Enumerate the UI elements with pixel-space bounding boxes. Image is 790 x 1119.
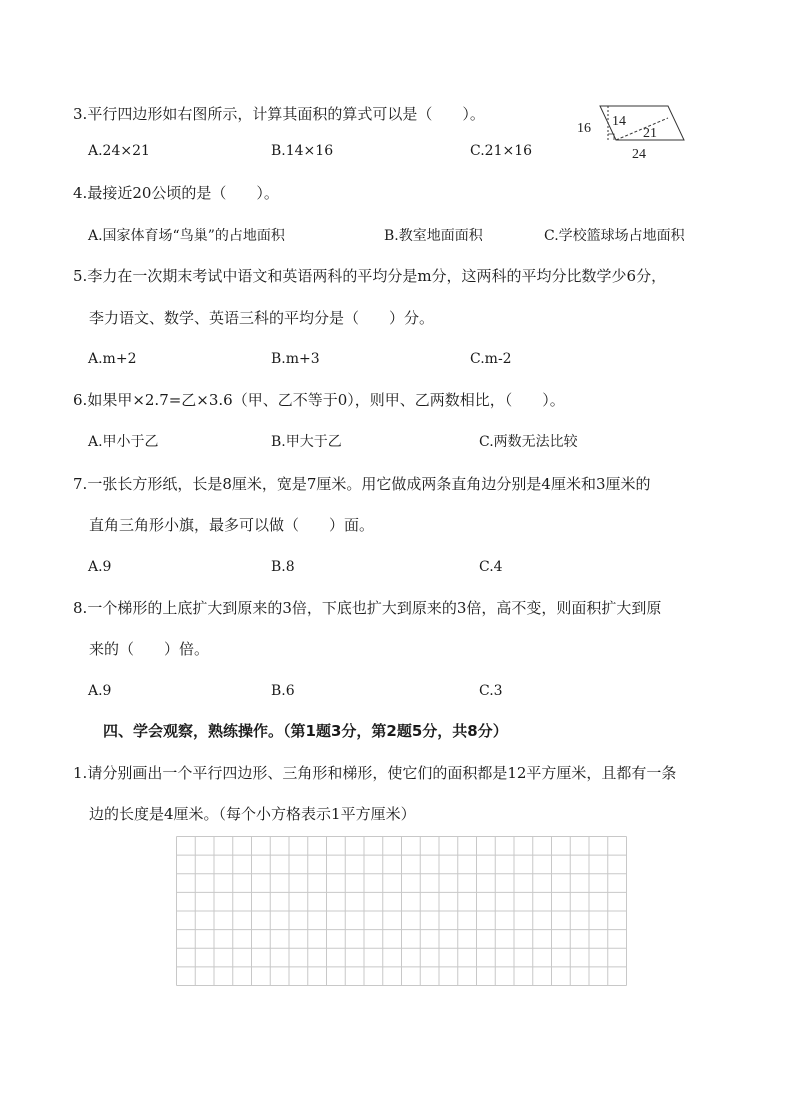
section-four-heading: 四、学会观察，熟练操作。（第1题3分，第2题5分，共8分） [103,722,508,740]
parallelogram-figure [574,100,694,164]
question-text: 最接近20公顷的是（ ）。 [87,184,279,202]
option-4b: B.教室地面面积 [384,228,483,244]
question-number: 6. [73,391,88,409]
question-4-stem [73,183,279,203]
label-height: 14 [612,114,626,129]
option-5b: B.m+3 [271,351,320,367]
option-7c: C.4 [479,559,503,575]
option-5c: C.m-2 [470,351,512,367]
question-8-stem [73,598,661,618]
option-3b: B.14×16 [271,143,334,159]
grid-paper[interactable] [176,836,627,986]
question-text: 平行四边形如右图所示，计算其面积的算式可以是（ ）。 [87,105,485,123]
question-7-stem [73,474,651,494]
question-5-stem [73,266,666,286]
question-5-continuation: 李力语文、数学、英语三科的平均分是（ ）分。 [89,309,435,327]
question-number: 8. [73,599,88,617]
option-7a: A.9 [88,559,112,575]
label-base: 24 [632,147,646,162]
option-6c: C.两数无法比较 [479,434,578,450]
option-3c: C.21×16 [470,143,533,159]
label-slant: 21 [643,126,657,141]
option-6a: A.甲小于乙 [88,434,159,450]
question-text: 一个梯形的上底扩大到原来的3倍，下底也扩大到原来的3倍，高不变，则面积扩大到原 [87,599,662,617]
option-8c: C.3 [479,683,503,699]
question-8-continuation: 来的（ ）倍。 [89,640,210,658]
question-text: 一张长方形纸，长是8厘米，宽是7厘米。用它做成两条直角边分别是4厘米和3厘米的 [87,475,651,493]
question-number: 7. [73,475,88,493]
option-6b: B.甲大于乙 [271,434,342,450]
question-text: 如果甲×2.7=乙×3.6（甲、乙不等于0），则甲、乙两数相比，（ ）。 [87,391,565,409]
question-number: 3. [73,105,88,123]
option-4a: A.国家体育场“鸟巢”的占地面积 [88,228,285,244]
option-8b: B.6 [271,683,295,699]
question-number: 4. [73,184,88,202]
label-left-side: 16 [577,121,591,136]
option-4c: C.学校篮球场占地面积 [544,228,685,244]
grid-svg [176,836,627,986]
task-1-continuation: 边的长度是4厘米。（每个小方格表示1平方厘米） [89,805,416,823]
option-5a: A.m+2 [88,351,137,367]
task-number: 1. [73,764,88,782]
question-6-stem [73,390,565,410]
option-3a: A.24×21 [88,143,150,159]
question-3-stem [73,104,485,124]
option-7b: B.8 [271,559,295,575]
question-7-continuation: 直角三角形小旗，最多可以做（ ）面。 [89,516,375,534]
task-text: 请分别画出一个平行四边形、三角形和梯形，使它们的面积都是12平方厘米，且都有一条 [87,764,677,782]
option-8a: A.9 [88,683,112,699]
question-text: 李力在一次期末考试中语文和英语两科的平均分是m分，这两科的平均分比数学少6分， [87,267,667,285]
task-1-stem [73,763,676,783]
question-number: 5. [73,267,88,285]
